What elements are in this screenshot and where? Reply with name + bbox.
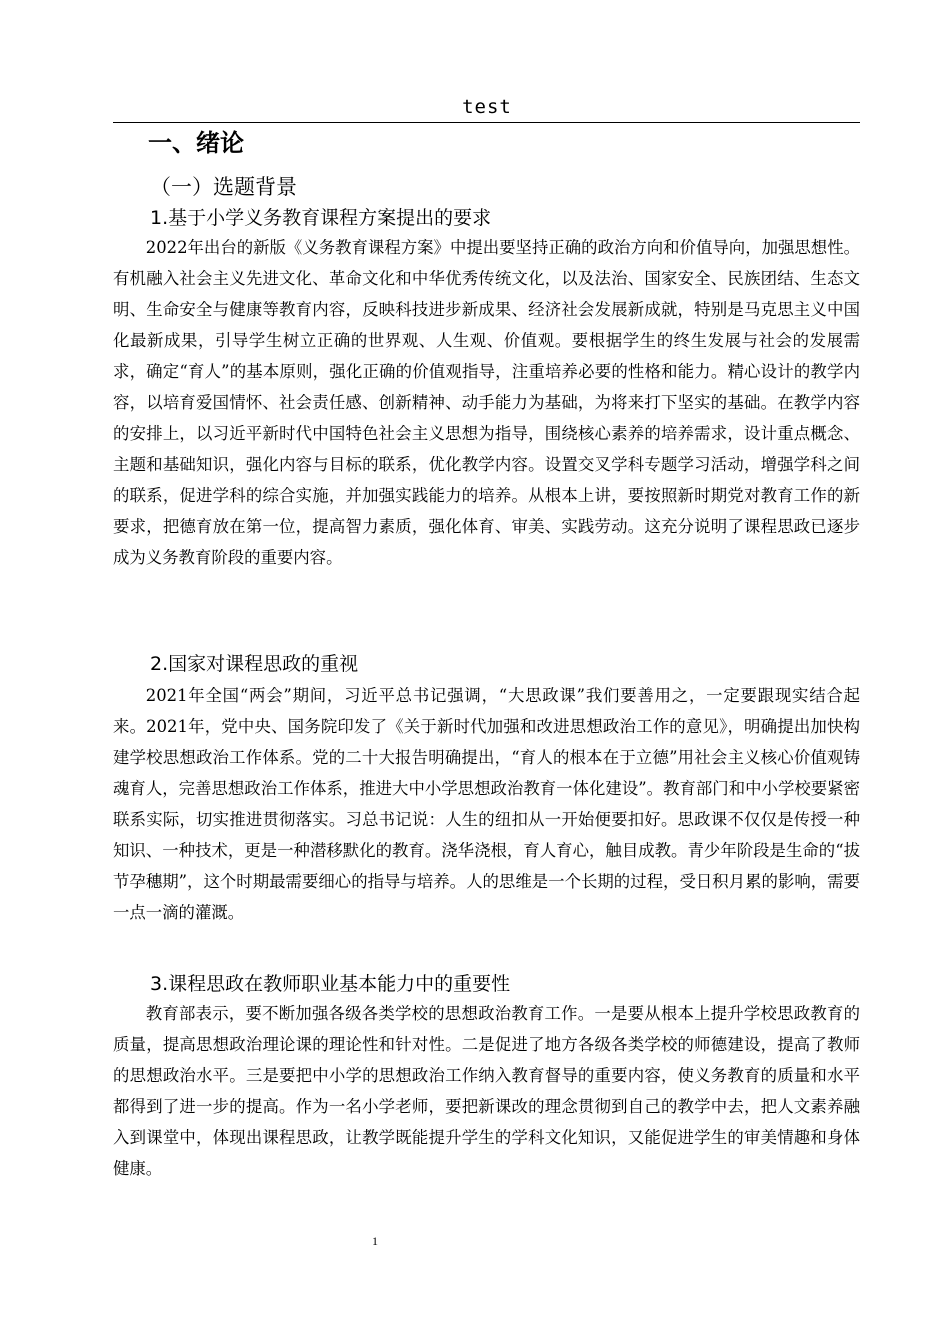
chapter-heading: 一、绪论 <box>148 129 244 157</box>
subsection-1-paragraph: 2022年出台的新版《义务教育课程方案》中提出要坚持正确的政治方向和价值导向，加强思想性。有机融入社会主义先进文化、革命文化和中华优秀传统文化，以及法治、国家安全、民族团结、生态文明、生命安全与健康等教育内容，反映科技进步新成果、经济社会发展新成就，特别是马克思主义中国化最新成果，引导学生树立正确的世界观、人生观、价值观。要根据学生的终生发展与社会的发展需求，确定“育人”的基本原则，强化正确的价值观指导，注重培养必要的性格和能力。精心设计的教学内容，以培育爱国情怀、社会责任感、创新精神、动手能力为基础，为将来打下坚实的基础。在教学内容的安排上，以习近平新时代中国特色社会主义思想为指导，围绕核心素养的培养需求，设计重点概念、主题和基础知识，强化内容与目标的联系，优化教学内容。设置交叉学科专题学习活动，增强学科之间的联系，促进学科的综合实施，并加强实践能力的培养。从根本上讲，要按照新时期党对教育工作的新要求，把德育放在第一位，提高智力素质，强化体育、审美、实践劳动。这充分说明了课程思政已逐步成为义务教育阶段的重要内容。 <box>113 238 860 567</box>
header-divider <box>113 122 860 123</box>
page-header: test <box>462 96 512 118</box>
subsection-2-paragraph: 2021年全国“两会”期间，习近平总书记强调，“大思政课”我们要善用之，一定要跟现实结合起来。2021年，党中央、国务院印发了《关于新时代加强和改进思想政治工作的意见》，明确提出加快构建学校思想政治工作体系。党的二十大报告明确提出，“育人的根本在于立德”用社会主义核心价值观铸魂育人，完善思想政治工作体系，推进大中小学思想政治教育一体化建设”。教育部门和中小学校要紧密联系实际，切实推进贯彻落实。习总书记说：人生的纽扣从一开始便要扣好。思政课不仅仅是传授一种知识、一种技术，更是一种潜移默化的教育。浇华浇根，育人育心，触目成教。青少年阶段是生命的“拔节孕穗期”，这个时期最需要细心的指导与培养。人的思维是一个长期的过程，受日积月累的影响，需要一点一滴的灌溉。 <box>113 686 860 922</box>
subsection-3-title: 3.课程思政在教师职业基本能力中的重要性 <box>150 973 511 995</box>
page-number: 1 <box>372 1234 378 1248</box>
subsection-3-paragraph: 教育部表示，要不断加强各级各类学校的思想政治教育工作。一是要从根本上提升学校思政教育的质量，提高思想政治理论课的理论性和针对性。二是促进了地方各级各类学校的师德建设，提高了教师的思想政治水平。三是要把中小学的思想政治工作纳入教育督导的重要内容，使义务教育的质量和水平都得到了进一步的提高。作为一名小学老师，要把新课改的理念贯彻到自己的教学中去，把人文素养融入到课堂中，体现出课程思政，让教学既能提升学生的学科文化知识，又能促进学生的审美情趣和身体健康。 <box>113 1004 860 1178</box>
subsection-2-title: 2.国家对课程思政的重视 <box>150 653 359 675</box>
section-heading: （一）选题背景 <box>150 175 297 199</box>
subsection-1-title: 1.基于小学义务教育课程方案提出的要求 <box>150 207 492 229</box>
